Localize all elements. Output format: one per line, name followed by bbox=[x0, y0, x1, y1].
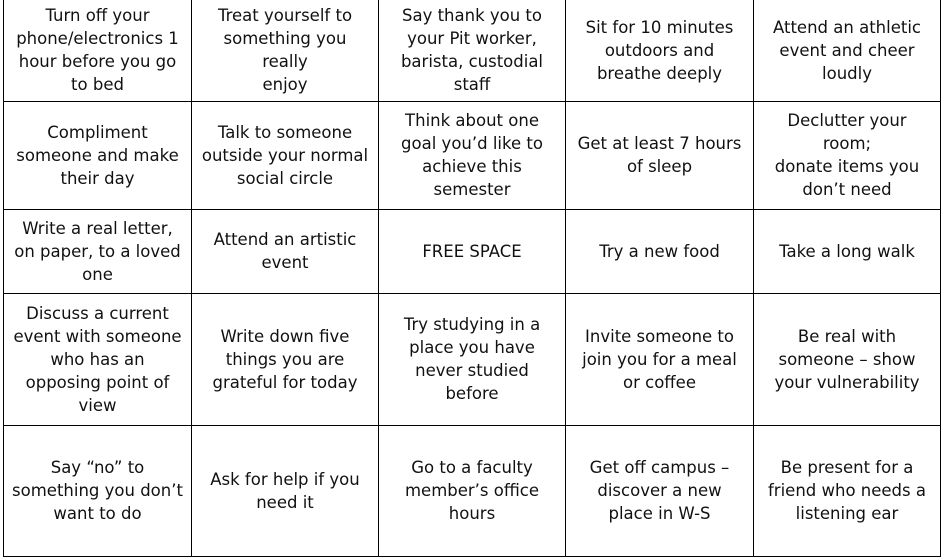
bingo-square: Declutter your room; donate items you don’t need bbox=[754, 101, 941, 209]
bingo-row bbox=[4, 425, 941, 556]
bingo-square: Think about one goal you’d like to achieve this semester bbox=[379, 101, 566, 209]
bingo-square: Go to a faculty member’s office hours bbox=[379, 425, 566, 556]
bingo-square: Turn off your phone/electronics 1 hour before you go to bed bbox=[4, 0, 192, 101]
bingo-row bbox=[4, 209, 941, 293]
bingo-square: Discuss a current event with someone who has an opposing point of view bbox=[4, 293, 192, 425]
bingo-square: Be real with someone – show your vulnerability bbox=[754, 293, 941, 425]
bingo-square: Compliment someone and make their day bbox=[4, 101, 192, 209]
bingo-square: Take a long walk bbox=[754, 209, 941, 293]
bingo-row bbox=[4, 0, 941, 101]
bingo-square: Say thank you to your Pit worker, barista, custodial staff bbox=[379, 0, 566, 101]
bingo-square: Try studying in a place you have never studied before bbox=[379, 293, 566, 425]
bingo-row bbox=[4, 293, 941, 425]
bingo-square: Attend an athletic event and cheer loudly bbox=[754, 0, 941, 101]
bingo-square: Treat yourself to something you really enjoy bbox=[192, 0, 379, 101]
bingo-row bbox=[4, 101, 941, 209]
bingo-square: Write a real letter, on paper, to a loved one bbox=[4, 209, 192, 293]
bingo-square: Try a new food bbox=[566, 209, 754, 293]
bingo-square: Get at least 7 hours of sleep bbox=[566, 101, 754, 209]
bingo-square: Write down five things you are grateful for today bbox=[192, 293, 379, 425]
bingo-square: Talk to someone outside your normal social circle bbox=[192, 101, 379, 209]
bingo-square: Ask for help if you need it bbox=[192, 425, 379, 556]
bingo-board bbox=[3, 0, 941, 557]
bingo-square: Get off campus – discover a new place in W-S bbox=[566, 425, 754, 556]
bingo-square: Attend an artistic event bbox=[192, 209, 379, 293]
bingo-square: Say “no” to something you don’t want to do bbox=[4, 425, 192, 556]
free-space-square: FREE SPACE bbox=[379, 209, 566, 293]
bingo-square: Sit for 10 minutes outdoors and breathe deeply bbox=[566, 0, 754, 101]
bingo-square: Invite someone to join you for a meal or coffee bbox=[566, 293, 754, 425]
bingo-square: Be present for a friend who needs a listening ear bbox=[754, 425, 941, 556]
